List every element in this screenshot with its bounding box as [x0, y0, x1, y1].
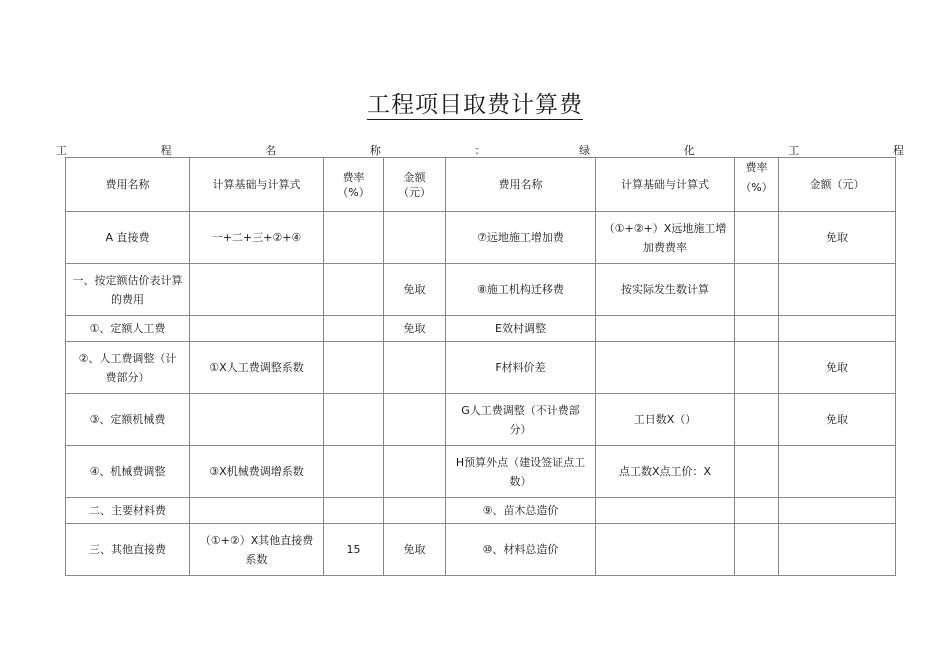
cell-line: 一+二+三+②+④ [211, 231, 302, 244]
cell-name2 [446, 394, 596, 446]
cell-rate1 [324, 264, 384, 316]
cell-line: ⑨、苗木总造价 [482, 504, 559, 517]
cell-amount1 [384, 498, 446, 524]
header-basis-1: 计算基础与计算式 [190, 158, 324, 212]
cell-rate1: 15 [324, 524, 384, 576]
cell-rate2 [735, 524, 779, 576]
cell-rate2 [735, 316, 779, 342]
cell-amount2: 免取 [779, 394, 896, 446]
cell-rate2 [735, 264, 779, 316]
cell-line: 二、主要材料费 [89, 504, 166, 517]
cell-rate1 [324, 446, 384, 498]
header-amount-1 [384, 158, 446, 212]
cell-amount1: 免取 [384, 316, 446, 342]
header-rate-2-unit: （%） [740, 181, 773, 194]
cell-line: ⑦远地施工增加费 [477, 231, 564, 244]
cell-amount2 [779, 446, 896, 498]
cell-name2 [446, 342, 596, 394]
cell-name2 [446, 316, 596, 342]
header-rate-1 [324, 158, 384, 212]
cell-line: （①+②）X其他直接费 [199, 533, 314, 547]
cell-line: 一、按定额估价表计算 [72, 273, 183, 287]
header-rate-2-line: 费率 [745, 161, 768, 174]
cell-amount2 [779, 524, 896, 576]
cell-name1 [66, 264, 190, 316]
cell-rate2 [735, 446, 779, 498]
cell-line: 按实际发生数计算 [621, 283, 709, 296]
header-fee-name-2: 费用名称 [446, 158, 596, 212]
cell-basis1 [190, 342, 324, 394]
cell-basis2 [596, 316, 735, 342]
cell-basis1 [190, 524, 324, 576]
cell-amount1: 免取 [384, 264, 446, 316]
fee-table [65, 157, 896, 576]
cell-name1 [66, 394, 190, 446]
cell-line: 点工数X点工价：X [618, 465, 712, 478]
cell-amount1: 免取 [384, 524, 446, 576]
cell-amount2 [779, 316, 896, 342]
project-line-char: 称 [369, 144, 381, 157]
project-line-char: 工 [788, 144, 800, 157]
cell-rate1 [324, 212, 384, 264]
cell-line: ⑩、材料总造价 [482, 543, 559, 556]
cell-basis1 [190, 446, 324, 498]
project-line-char: 化 [683, 144, 695, 157]
project-line-char: 绿 [579, 144, 591, 157]
cell-amount1 [384, 446, 446, 498]
cell-basis2 [596, 394, 735, 446]
page-title [0, 86, 950, 119]
cell-rate2 [735, 394, 779, 446]
cell-rate1 [324, 394, 384, 446]
cell-line: G人工费调整（不计费部 [461, 403, 580, 417]
cell-name2 [446, 212, 596, 264]
table-row [66, 446, 896, 498]
cell-line: H预算外点（建设签证点工 [455, 455, 586, 469]
cell-basis2 [596, 342, 735, 394]
table-row [66, 264, 896, 316]
cell-line: ①X人工费调整系数 [209, 361, 304, 374]
project-line-char: ： [474, 144, 486, 157]
cell-line: 工日数X（） [633, 413, 697, 426]
cell-name2 [446, 264, 596, 316]
cell-line: ③X机械费调增系数 [209, 465, 304, 478]
cell-name1 [66, 212, 190, 264]
cell-line: 的费用 [111, 292, 144, 306]
cell-basis1 [190, 212, 324, 264]
title-text: 工程项目取费计算费 [367, 92, 583, 118]
cell-name2 [446, 524, 596, 576]
cell-basis1 [190, 394, 324, 446]
cell-rate2 [735, 342, 779, 394]
cell-line: 数） [509, 474, 532, 488]
cell-basis2 [596, 524, 735, 576]
cell-line: E效村调整 [495, 322, 546, 335]
cell-amount2 [779, 498, 896, 524]
cell-name1 [66, 446, 190, 498]
cell-name1 [66, 524, 190, 576]
cell-basis2 [596, 446, 735, 498]
cell-basis1 [190, 264, 324, 316]
cell-line: ①、定额人工费 [89, 322, 166, 335]
project-name-line [56, 144, 904, 158]
project-line-char: 工 [56, 144, 67, 157]
cell-line: 系数 [245, 552, 268, 566]
table-row [66, 498, 896, 524]
cell-line: ③、定额机械费 [89, 413, 166, 426]
cell-basis2 [596, 264, 735, 316]
cell-amount1 [384, 342, 446, 394]
cell-basis2 [596, 212, 735, 264]
cell-amount1 [384, 394, 446, 446]
header-amount-1-line: 金额 [403, 170, 426, 184]
cell-name1 [66, 342, 190, 394]
project-line-char: 程 [893, 144, 904, 157]
cell-rate1 [324, 342, 384, 394]
cell-rate2 [735, 212, 779, 264]
project-line-char: 程 [160, 144, 172, 157]
cell-basis1 [190, 498, 324, 524]
header-row [66, 158, 896, 212]
header-basis-2: 计算基础与计算式 [596, 158, 735, 212]
cell-name2 [446, 446, 596, 498]
cell-amount2: 免取 [779, 342, 896, 394]
cell-amount2: 免取 [779, 212, 896, 264]
cell-line: 三、其他直接费 [89, 543, 166, 556]
cell-basis2 [596, 498, 735, 524]
project-line-char: 名 [265, 144, 277, 157]
table-row [66, 524, 896, 576]
cell-line: 分） [509, 422, 532, 436]
cell-line: A 直接费 [105, 231, 150, 244]
cell-name1 [66, 498, 190, 524]
cell-amount2 [779, 264, 896, 316]
cell-rate1 [324, 498, 384, 524]
cell-line: 加费费率 [643, 240, 687, 254]
cell-rate1 [324, 316, 384, 342]
cell-basis1 [190, 316, 324, 342]
cell-line: ②、人工费调整（计 [78, 351, 177, 365]
cell-line: ⑧施工机构迁移费 [477, 283, 564, 296]
table-row [66, 394, 896, 446]
cell-line: 费部分） [105, 370, 150, 384]
table-row [66, 316, 896, 342]
cell-line: F材料价差 [495, 361, 546, 374]
cell-name2 [446, 498, 596, 524]
header-amount-2: 金额（元） [779, 158, 896, 212]
cell-amount1 [384, 212, 446, 264]
cell-line: ④、机械费调整 [89, 465, 166, 478]
cell-name1 [66, 316, 190, 342]
cell-rate2 [735, 498, 779, 524]
header-amount-1-unit: （元） [398, 185, 431, 199]
cell-line: （①+②+）X远地施工增 [603, 221, 727, 235]
header-rate-1-line: 费率 [342, 170, 365, 184]
header-fee-name-1: 费用名称 [66, 158, 190, 212]
table-row [66, 212, 896, 264]
header-rate-2 [735, 158, 779, 212]
header-rate-1-unit: （%） [337, 185, 370, 199]
table-row [66, 342, 896, 394]
